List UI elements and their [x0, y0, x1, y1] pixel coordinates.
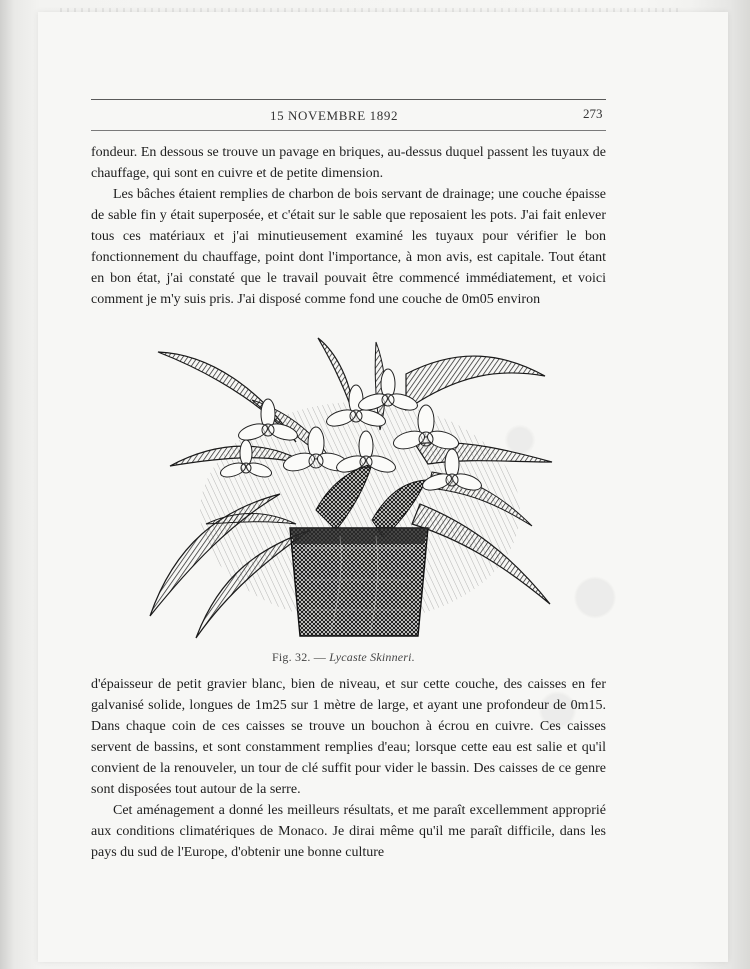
continued-paragraph: fondeur. En dessous se trouve un pavage en briques, au-dessus duquel passent les tuyaux de chauffage, qui sont en cuivre et de petite dimension. — [91, 145, 606, 181]
page-top-rule — [91, 99, 606, 100]
page-number: 273 — [583, 106, 603, 121]
body-paragraph-final: Cet aménagement a donné les meilleurs résultats, et me paraît excellemment approprié aux conditions climatériques de Monaco. Je dirai même qu'il me paraît difficile, dans les pays du sud de l'Europe, d'obtenir une bonne culture — [91, 803, 606, 860]
body-paragraph: Les bâches étaient remplies de charbon de bois servant de drainage; une couche épaisse de sable fin y était superposée, et c'était sur le sable que reposaient les pots. J'ai fait enlever tous ces matériaux et j'ai minutieusement examiné les tuyaux pour vérifier le bon fonctionnement du chauffage, point dont l'importance, à mon avis, est capitale. Tout étant en bon état, j'ai constaté que le travail pouvait être commencé immédiatement, et voici comment je m'y suis pris. J'ai disposé comme fond une couche de 0m05 environ — [91, 187, 606, 307]
lower-text-block — [91, 674, 606, 863]
continued-paragraph-after-figure: d'épaisseur de petit gravier blanc, bien de niveau, et sur cette couche, des caisses en fer galvanisé solide, longues de 1m25 sur 1 mètre de large, et ayant une profondeur de 0m15. Dans chaque coin de ces caisses se trouve un bouchon à écrou en cuivre. Ces caisses servent de bassins, et sont constamment remplies d'eau; lorsque cette eau est salie et qu'il convient de la renouveler, un tour de clé suffit pour vider le bassin. Des caisses de ce genre sont disposées tout autour de la serre. — [91, 677, 606, 797]
running-header-date: 15 NOVEMBRE 1892 — [270, 108, 399, 123]
lycaste-skinneri-illustration — [140, 334, 560, 646]
figure-label: Fig. 32. — — [272, 650, 327, 664]
upper-text-block — [91, 142, 606, 310]
figure-caption — [272, 650, 415, 665]
header-divider — [91, 130, 606, 131]
figure-species-name: Lycaste Skinneri. — [329, 650, 415, 664]
